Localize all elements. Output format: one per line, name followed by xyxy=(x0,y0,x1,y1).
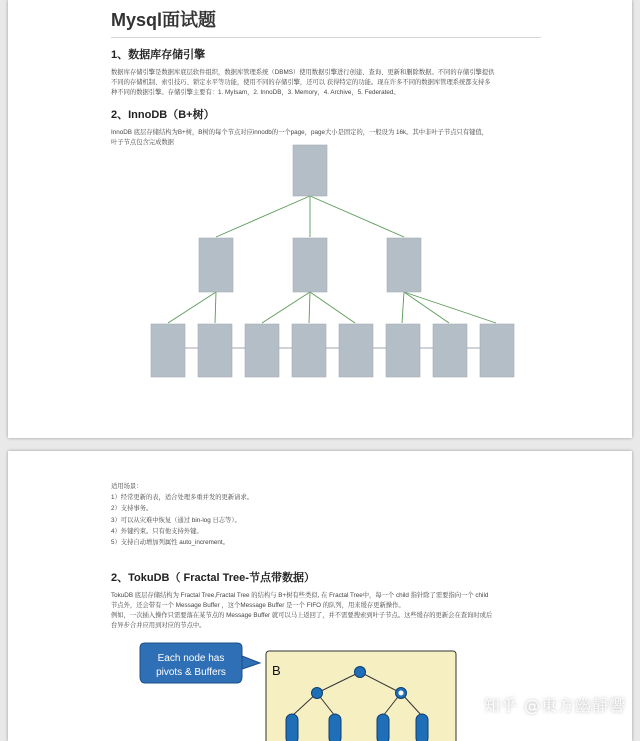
list-item: 5）支持自动增加列属性 auto_increment。 xyxy=(111,539,229,547)
buffer-pill xyxy=(416,714,428,741)
tree-edge xyxy=(262,292,310,323)
leaf-node xyxy=(198,324,232,377)
tree-edge xyxy=(310,196,404,237)
paragraph-line: TokuDB 底层存储结构为 Fractal Tree,Fractal Tree 的结构与 B+树有些类似, 在 Fractal Tree中，每一个 child 指针除了需要指向一个 child xyxy=(111,592,489,600)
document-page-1 xyxy=(8,0,632,438)
leaf-node xyxy=(339,324,373,377)
leaf-node xyxy=(386,324,420,377)
section-heading-tokudb: 2、TokuDB（ Fractal Tree-节点带数据） xyxy=(111,572,315,585)
internal-node xyxy=(199,238,233,292)
leaf-node xyxy=(480,324,514,377)
leaf-node xyxy=(151,324,185,377)
list-item: 1）经常更新的表，适合处理多重并发的更新请求。 xyxy=(111,494,254,502)
tree-edge xyxy=(402,292,404,323)
tree-root-node xyxy=(355,667,366,678)
callout-text-line: Each node has xyxy=(157,653,225,664)
tree-edge xyxy=(216,196,310,237)
leaf-node xyxy=(292,324,326,377)
internal-node xyxy=(387,238,421,292)
paragraph-line: 数据库存储引擎是数据库底层软件组织，数据库管理系统（DBMS）使用数据引擎进行创建、查询、更新和删除数据。不同的存储引擎提供 xyxy=(111,69,495,76)
watermark: 知乎 @東方幽靜響 xyxy=(483,696,626,715)
paragraph-line: 节点外，还会带有一个 Message Buffer ，这个Message Buffer 是一个 FIFO 的队列，用来缓存更新操作。 xyxy=(111,602,405,610)
list-item: 3）可以从灾难中恢复（通过 bin-log 日志等）。 xyxy=(111,516,241,524)
paragraph-line: 不同的存储机制、索引技巧、锁定水平等功能，使用不同的存储引擎，还可以 获得特定的功能。现在许多不同的数据库管理系统都支持多 xyxy=(111,78,491,86)
tree-edge xyxy=(309,292,310,323)
node-label: B xyxy=(272,663,281,678)
tree-node-highlight xyxy=(399,691,404,696)
paragraph-line: 台异步合并应用到对应的节点中。 xyxy=(111,621,206,629)
internal-node xyxy=(293,238,327,292)
list-item: 2）支持事务。 xyxy=(111,505,153,513)
tree-edge xyxy=(404,292,496,323)
leaf-node xyxy=(433,324,467,377)
tree-edge xyxy=(404,292,449,323)
buffer-pill xyxy=(377,714,389,741)
section-heading-innodb: 2、InnoDB（B+树） xyxy=(111,109,215,122)
tree-internal-node xyxy=(312,688,323,699)
tree-edge xyxy=(310,292,355,323)
callout-text-line: pivots & Buffers xyxy=(156,667,226,678)
paragraph-line: 叶子节点包含完成数据 xyxy=(111,139,174,147)
paragraph-line: 种不同的数据引擎。存储引擎主要有：1. MyIsam，2. InnoDB，3. Memory，4. Archive，5. Federated。 xyxy=(111,88,400,96)
bplus-tree-diagram xyxy=(8,0,632,438)
tree-edge xyxy=(215,292,216,323)
leaf-node xyxy=(245,324,279,377)
section-heading-storage-engine: 1、数据库存储引擎 xyxy=(111,49,206,61)
use-cases-title: 适用场景： xyxy=(111,483,143,490)
paragraph-line: 例如，一次插入操作只需要落在某节点的 Message Buffer 就可以马上返回了，并不需要搜索到叶子节点。这些缓存的更新会在查询时或后 xyxy=(111,611,493,619)
list-item: 4）外键约束。只有他支持外键。 xyxy=(111,527,203,535)
callout-pointer xyxy=(242,656,260,669)
doc-title: Mysql面试题 xyxy=(111,10,217,30)
buffer-pill xyxy=(286,714,298,741)
paragraph-line: InnoDB 底层存储结构为B+树，B树的每个节点对应innodb的一个page，page大小是固定的，一般设为 16k。其中非叶子节点只有键值， xyxy=(111,129,489,137)
root-node xyxy=(293,145,327,196)
buffer-pill xyxy=(329,714,341,741)
tree-edge xyxy=(168,292,216,323)
